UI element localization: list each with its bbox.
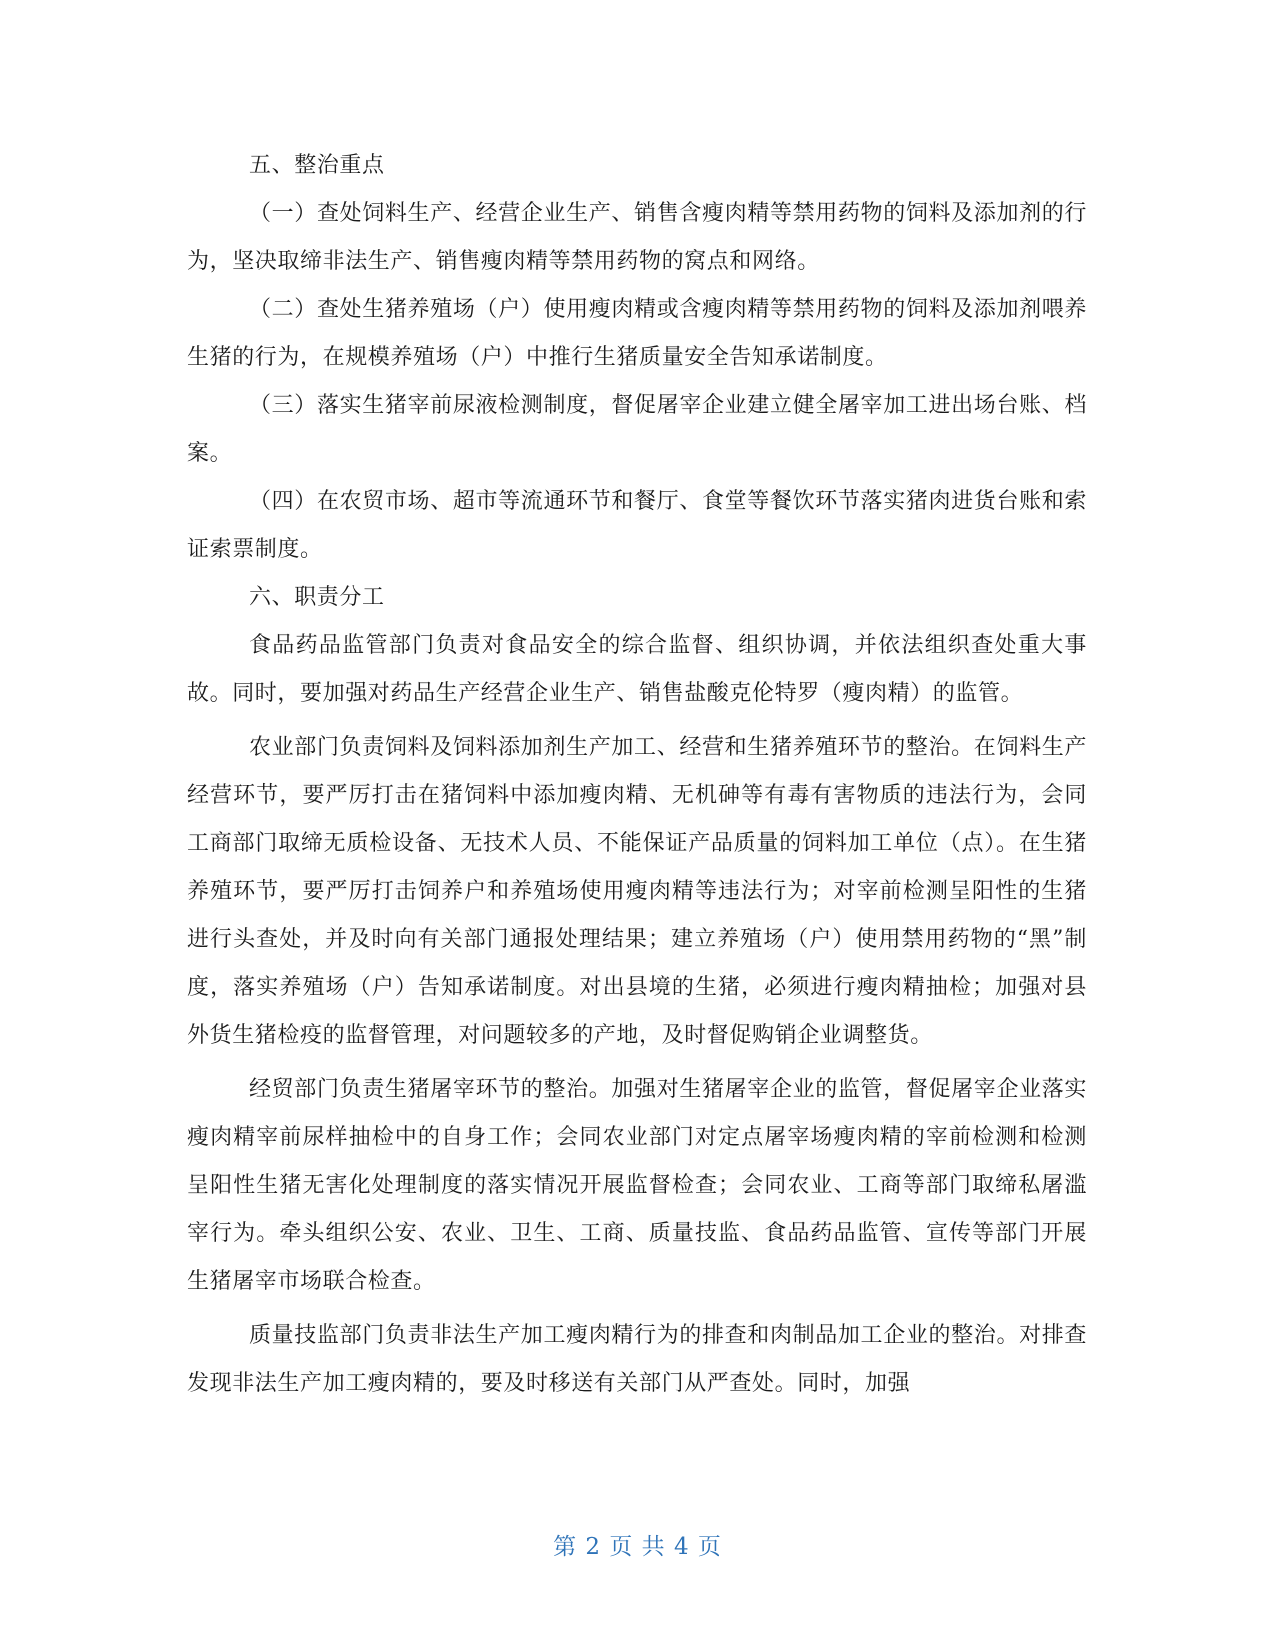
paragraph-agriculture-dept: 农业部门负责饲料及饲料添加剂生产加工、经营和生猪养殖环节的整治。在饲料生产经营环节，要严厉打击在猪饲料中添加瘦肉精、无机砷等有毒有害物质的违法行为，会同工商部门取缔无质检设备、无技术人员、不能保证产品质量的饲料加工单位（点）。在生猪养殖环节，要严厉打击饲养户和养殖场使用瘦肉精等违法行为；对宰前检测呈阳性的生猪进行头查处，并及时向有关部门通报处理结果；建立养殖场（户）使用禁用药物的“黑”制度，落实养殖场（户）告知承诺制度。对出县境的生猪，必须进行瘦肉精抽检；加强对县外货生猪检疫的监督管理，对问题较多的产地，及时督促购销企业调整货。 [187, 735, 1087, 1048]
paragraph-quality-dept: 质量技监部门负责非法生产加工瘦肉精行为的排查和肉制品加工企业的整治。对排查发现非法生产加工瘦肉精的，要及时移送有关部门从严查处。同时，加强 [187, 1323, 1087, 1396]
paragraph-item-2: （二）查处生猪养殖场（户）使用瘦肉精或含瘦肉精等禁用药物的饲料及添加剂喂养生猪的行为，在规模养殖场（户）中推行生猪质量安全告知承诺制度。 [187, 297, 1087, 370]
heading-section-six: 六、职责分工 [249, 585, 385, 610]
paragraph-item-4: （四）在农贸市场、超市等流通环节和餐厅、食堂等餐饮环节落实猪肉进货台账和索证索票制度。 [187, 489, 1087, 562]
paragraph-item-3: （三）落实生猪宰前尿液检测制度，督促屠宰企业建立健全屠宰加工进出场台账、档案。 [187, 393, 1087, 466]
paragraph-food-drug-dept: 食品药品监管部门负责对食品安全的综合监督、组织协调，并依法组织查处重大事故。同时，要加强对药品生产经营企业生产、销售盐酸克伦特罗（瘦肉精）的监管。 [187, 633, 1087, 706]
paragraph-trade-dept: 经贸部门负责生猪屠宰环节的整治。加强对生猪屠宰企业的监管，督促屠宰企业落实瘦肉精宰前尿样抽检中的自身工作；会同农业部门对定点屠宰场瘦肉精的宰前检测和检测呈阳性生猪无害化处理制度的落实情况开展监督检查；会同农业、工商等部门取缔私屠滥宰行为。牵头组织公安、农业、卫生、工商、质量技监、食品药品监管、宣传等部门开展生猪屠宰市场联合检查。 [187, 1077, 1087, 1294]
document-body [187, 142, 1087, 1408]
page-footer [0, 1528, 1275, 1561]
page-number: 第 2 页 共 4 页 [553, 1534, 722, 1560]
paragraph-item-1: （一）查处饲料生产、经营企业生产、销售含瘦肉精等禁用药物的饲料及添加剂的行为，坚决取缔非法生产、销售瘦肉精等禁用药物的窝点和网络。 [187, 201, 1087, 274]
heading-section-five: 五、整治重点 [249, 153, 385, 178]
